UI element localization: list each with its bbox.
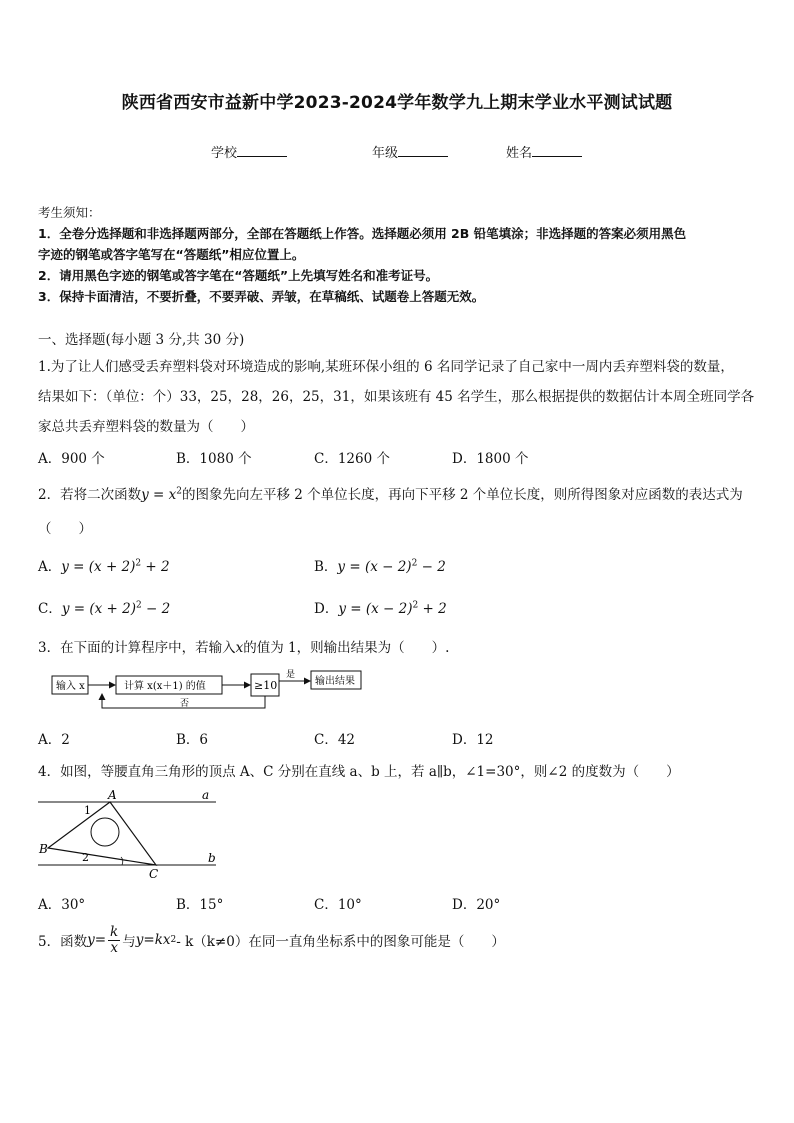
q1-option-d[interactable]: D．1800 个 [452, 451, 529, 467]
q5-numerator: k [110, 923, 119, 940]
q1-option-a[interactable]: A．900 个 [38, 451, 105, 467]
q2-option-d-tail: + 2 [418, 601, 447, 617]
q1-line-3: 家总共丢弃塑料袋的数量为（ ） [38, 419, 254, 435]
q2-option-b[interactable] [314, 555, 446, 575]
label-angle-1: 1 [84, 804, 91, 817]
q4-option-c[interactable]: C．10° [314, 897, 362, 913]
name-blank[interactable] [532, 144, 582, 157]
q2-line-1 [38, 483, 743, 503]
label-C: C [149, 867, 159, 881]
q2-option-b-exp: 2 [411, 558, 418, 569]
q3-option-d[interactable]: D．12 [452, 732, 494, 748]
label-B: B [39, 842, 48, 856]
q2-option-d[interactable] [314, 597, 447, 617]
q5-line-1 [38, 918, 505, 962]
q5-denominator: x [110, 939, 118, 956]
notice-line-3: 3．保持卡面清洁，不要折叠，不要弄破、弄皱，在草稿纸、试题卷上答题无效。 [38, 289, 485, 304]
q2-function [141, 487, 182, 503]
q1-option-c[interactable]: C．1260 个 [314, 451, 390, 467]
notice-line-1b: 字迹的钢笔或答字笔写在“答题纸”相应位置上。 [38, 247, 305, 262]
q5-expr: kx [154, 932, 171, 948]
q2-option-a-exp: 2 [135, 558, 142, 569]
q3-pre: 3．在下面的计算程序中，若输入 [38, 640, 236, 656]
q5-eq2: = [143, 932, 155, 948]
q3-line-1 [38, 636, 449, 656]
label-b: b [208, 851, 216, 865]
q2-line-2: （ ） [38, 521, 92, 537]
label-A: A [108, 788, 117, 802]
flow-yes-label: 是 [286, 670, 296, 680]
label-angle-2: 2 [82, 851, 89, 864]
q4-option-b[interactable]: B．15° [176, 897, 224, 913]
q3-flowchart [50, 664, 370, 714]
q2-option-d-base: y = (x − 2) [338, 601, 413, 617]
notice-heading: 考生须知： [38, 205, 101, 220]
q5-mid: 与 [122, 934, 136, 950]
q2-option-a-base: y = (x + 2) [61, 559, 136, 575]
q2-option-a-tail: + 2 [141, 559, 170, 575]
q2-option-c-base: y = (x + 2) [61, 601, 136, 617]
q2-option-c-tail: − 2 [141, 601, 171, 617]
q4-option-a[interactable]: A．30° [38, 897, 86, 913]
label-a: a [202, 788, 210, 802]
school-field [211, 142, 287, 161]
name-label: 姓名 [506, 146, 533, 161]
school-blank[interactable] [237, 144, 287, 157]
q5-pre: 5．函数 [38, 934, 88, 950]
flow-compute-text: 计算 x(x＋1) 的值 [124, 681, 206, 692]
q3-var: x [235, 640, 244, 656]
q2-option-b-tail: − 2 [417, 559, 446, 575]
inscribed-circle [91, 818, 119, 846]
q2-option-d-label: D． [314, 601, 339, 617]
q2-option-b-base: y = (x − 2) [337, 559, 412, 575]
q5-eq: = [94, 932, 107, 948]
q2-option-b-label: B． [314, 559, 338, 575]
q2-option-d-exp: 2 [412, 600, 419, 611]
q5-tail: - k（k≠0）在同一直角坐标系中的图象可能是（ ） [176, 934, 505, 950]
flow-condition-text: ≥10 [254, 679, 278, 692]
q5-y2: y [135, 932, 144, 948]
q2-func-exp: 2 [176, 486, 182, 497]
q3-option-c[interactable]: C．42 [314, 732, 356, 748]
q4-line-1: 4．如图，等腰直角三角形的顶点 A、C 分别在直线 a、b 上，若 a∥b，∠1=30°，则∠2 的度数为（ ） [38, 764, 680, 780]
right-triangle [48, 802, 156, 865]
notice-line-1a: 1．全卷分选择题和非选择题两部分，全部在答题纸上作答。选择题必须用 2B 铅笔填涂；非选择题的答案必须用黑色 [38, 226, 687, 241]
q5-sq: 2 [170, 935, 177, 945]
angle-mark [121, 857, 123, 865]
q2-post: 的图象先向左平移 2 个单位长度，再向下平移 2 个单位长度，则所得图象对应函数的表达式为 [181, 487, 743, 503]
q1-line-1: 1.为了让人们感受丢弃塑料袋对环境造成的影响,某班环保小组的 6 名同学记录了自己家中一周内丢弃塑料袋的数量， [38, 359, 734, 375]
page-title: 陕西省西安市益新中学2023-2024学年数学九上期末学业水平测试试题 [121, 93, 673, 113]
q2-option-c-label: C． [38, 601, 62, 617]
flow-no-label: 否 [180, 699, 190, 709]
q2-option-c[interactable] [38, 597, 170, 617]
notice-line-2: 2．请用黑色字迹的钢笔或答字笔在“答题纸”上先填写姓名和准考证号。 [38, 268, 439, 283]
q5-y: y [87, 932, 95, 948]
q2-option-c-exp: 2 [136, 600, 142, 611]
school-label: 学校 [211, 146, 238, 161]
q3-option-b[interactable]: B．6 [176, 732, 209, 748]
q1-line-2: 结果如下：（单位：个）33，25，28，26，25，31，如果该班有 45 名学生，那么根据提供的数据估计本周全班同学各 [38, 389, 755, 405]
section-heading: 一、选择题(每小题 3 分,共 30 分) [38, 332, 245, 348]
grade-field [372, 142, 448, 161]
q4-figure [36, 786, 226, 882]
flow-input-text: 输入 x [56, 681, 85, 692]
flow-output-text: 输出结果 [315, 676, 355, 687]
q3-option-a[interactable]: A．2 [38, 732, 70, 748]
q3-post: 的值为 1，则输出结果为（ ）. [243, 640, 450, 656]
grade-blank[interactable] [398, 144, 448, 157]
q1-option-b[interactable]: B．1080 个 [176, 451, 252, 467]
name-field [506, 142, 582, 161]
q2-option-a-label: A． [38, 559, 62, 575]
grade-label: 年级 [372, 146, 399, 161]
q2-pre: 2．若将二次函数 [38, 487, 142, 503]
q5-fraction [108, 925, 120, 956]
q2-func-base: y = x [141, 487, 177, 503]
q2-option-a[interactable] [38, 555, 170, 575]
q4-option-d[interactable]: D．20° [452, 897, 501, 913]
